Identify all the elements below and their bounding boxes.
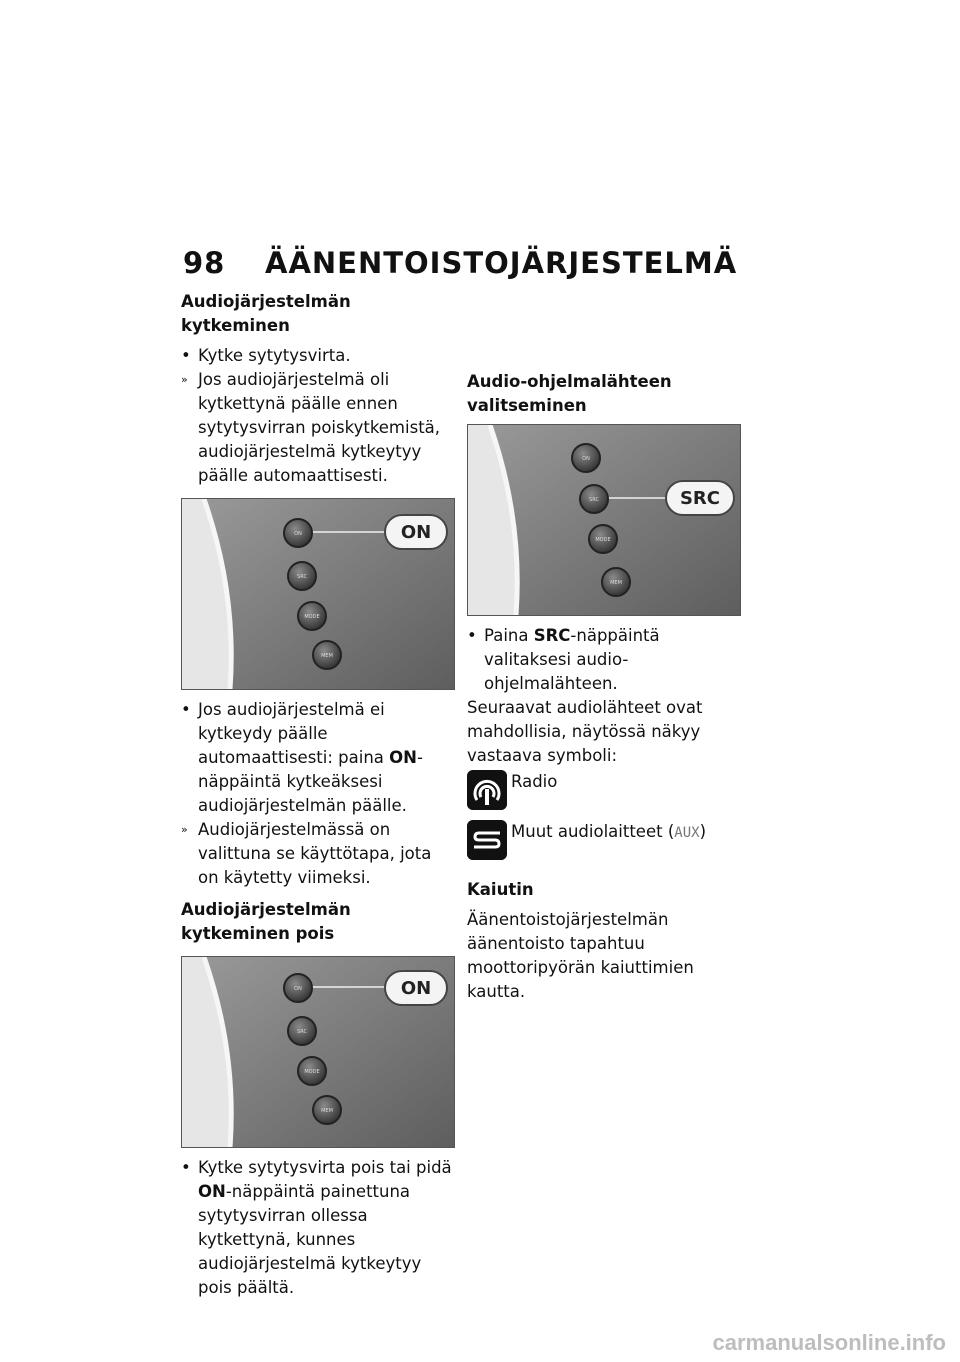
button-label-src: SRC	[589, 497, 599, 503]
button-label-mode: MODE	[595, 537, 611, 543]
left-column	[181, 290, 453, 1300]
footer-watermark: carmanualsonline.info	[712, 1330, 946, 1355]
callout-label-on: ON	[400, 522, 432, 543]
control-buttons-photo-on	[181, 498, 455, 690]
page-title: ÄÄNENTOISTOJÄRJESTELMÄ	[265, 246, 738, 280]
step-item: • Paina SRC-näppäintä valitaksesi audio-ohjelmalähteen.	[467, 626, 660, 693]
step-item: • Kytke sytytysvirta.	[181, 344, 453, 368]
key-name: SRC	[533, 626, 571, 645]
button-label-on: ON	[294, 531, 302, 537]
result-item: » Audiojärjestelmässä on valittuna se käyttötapa, jota on käytetty viimeksi.	[181, 820, 432, 887]
bullet-icon: •	[181, 1158, 191, 1177]
callout-label-src: SRC	[679, 488, 721, 509]
speaker-paragraph: Äänentoistojärjestelmän äänentoisto tapahtuu moottoripyörän kaiuttimien kautta.	[467, 910, 694, 1001]
button-label-mem: MEM	[610, 580, 622, 586]
section-heading-speaker: Kaiutin	[467, 880, 534, 899]
radio-icon	[467, 770, 507, 810]
button-label-on: ON	[294, 986, 302, 992]
button-label-mode: MODE	[304, 614, 320, 620]
bullet-icon: •	[467, 626, 477, 645]
control-buttons-photo-off	[181, 956, 455, 1148]
button-label-on: ON	[582, 456, 590, 462]
page-header	[183, 246, 737, 280]
key-name: ON	[198, 1182, 226, 1201]
section-heading-source: Audio-ohjelmalähteen valitseminen	[467, 372, 672, 415]
button-label-mode: MODE	[304, 1069, 320, 1075]
button-label-src: SRC	[297, 1029, 307, 1035]
bullet-icon: •	[181, 700, 191, 719]
symbol-label-aux: Muut audiolaitteet (AUX)	[511, 822, 706, 841]
result-item: » Jos audiojärjestelmä oli kytkettynä päälle ennen sytytysvirran poiskytkemistä, audiojärjestelmä kytkeytyy päälle automaattisesti.	[181, 370, 441, 485]
button-label-mem: MEM	[321, 1108, 333, 1114]
result-arrow-icon: »	[181, 823, 188, 836]
symbol-row-aux	[467, 820, 739, 864]
aux-code: AUX	[674, 825, 700, 841]
control-buttons-photo-src	[467, 424, 741, 616]
symbol-row-radio	[467, 770, 739, 814]
button-label-src: SRC	[297, 574, 307, 580]
page-number: 98	[183, 246, 226, 280]
step-item: • Jos audiojärjestelmä ei kytkeydy päälle automaattisesti: paina ON-näppäintä kytkeäksesi audiojärjestelmän päälle.	[181, 700, 423, 815]
callout-label-on: ON	[400, 978, 432, 999]
step-item: • Kytke sytytysvirta pois tai pidä ON-näppäintä painettuna sytytysvirran ollessa kytkettynä, kunnes audiojärjestelmä kytkeytyy pois päältä.	[181, 1158, 452, 1297]
right-column-main	[467, 370, 739, 1004]
aux-icon	[467, 820, 507, 860]
key-name: ON	[389, 748, 417, 767]
section-heading-switch-on: Audiojärjestelmän kytkeminen	[181, 292, 351, 335]
symbol-label-radio: Radio	[511, 772, 558, 791]
result-arrow-icon: »	[181, 373, 188, 386]
sources-paragraph: Seuraavat audiolähteet ovat mahdollisia, näytössä näkyy vastaava symboli:	[467, 698, 703, 765]
button-label-mem: MEM	[321, 653, 333, 659]
section-heading-switch-off: Audiojärjestelmän kytkeminen pois	[181, 900, 351, 943]
bullet-icon: •	[181, 346, 191, 365]
